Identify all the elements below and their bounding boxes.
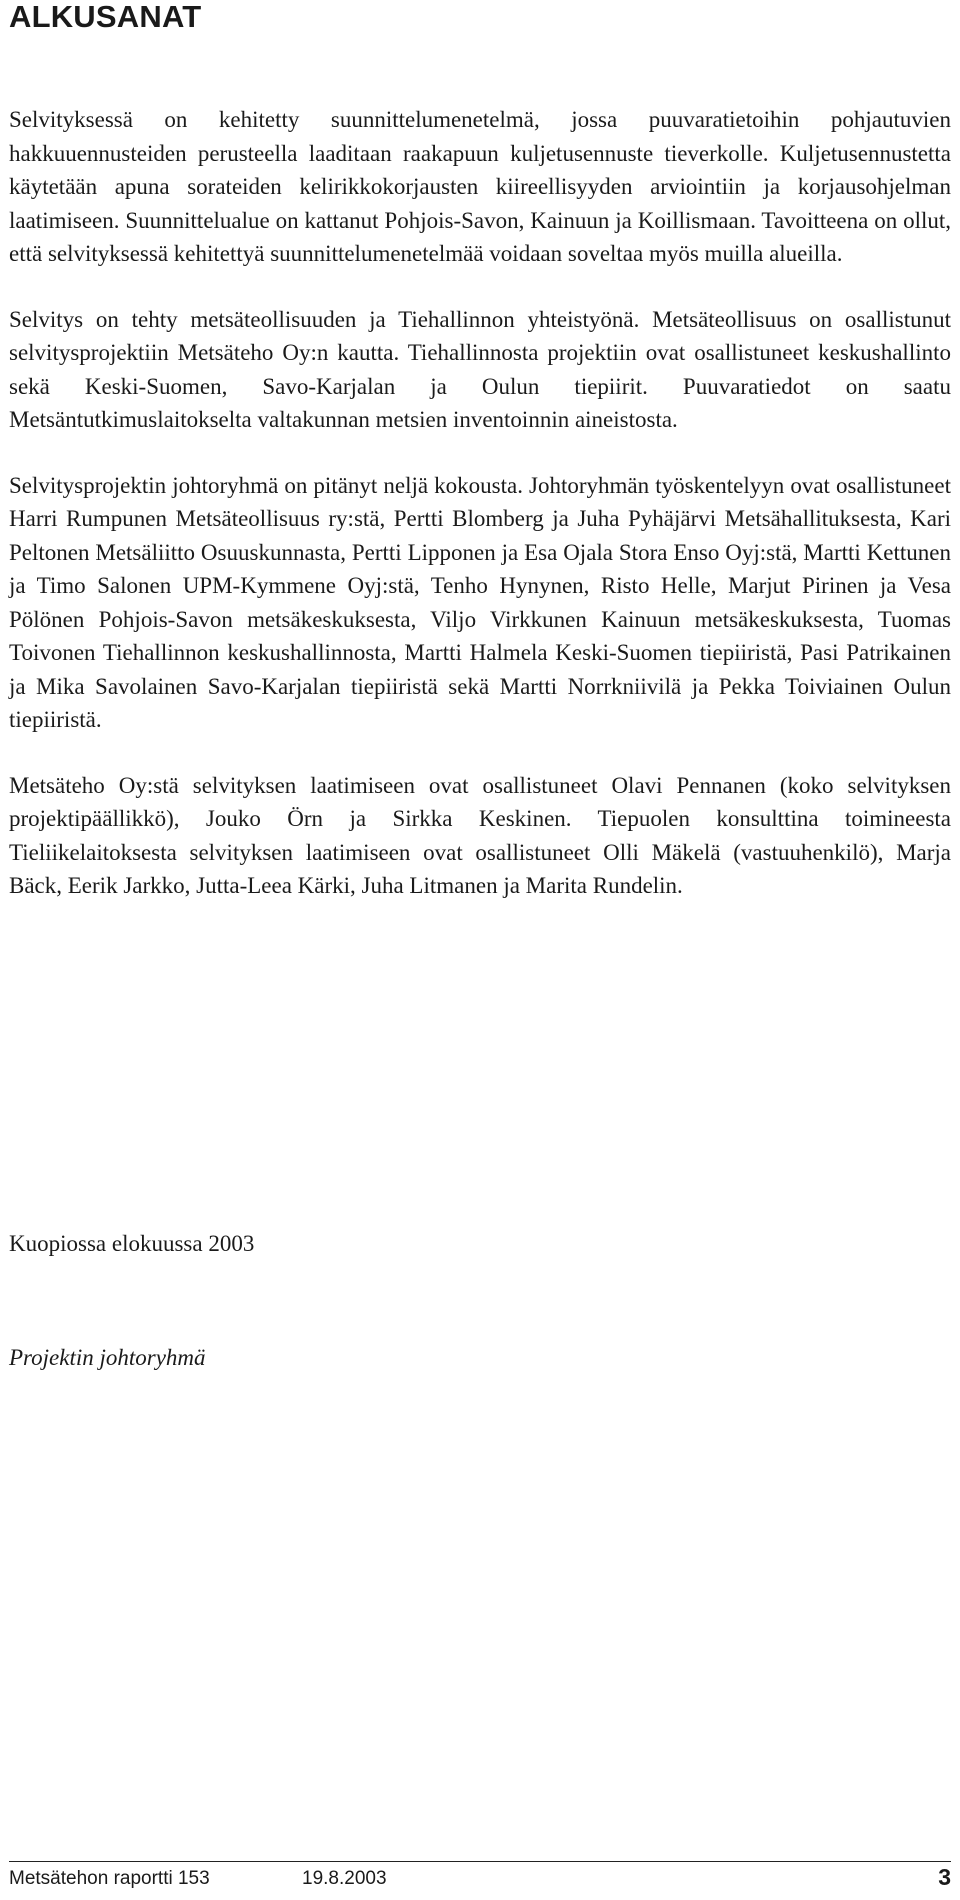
footer-date: 19.8.2003 xyxy=(302,1868,387,1889)
paragraph-cooperation: Selvitys on tehty metsäteollisuuden ja Tiehallinnon yhteistyönä. Metsäteollisuus on osallistunut selvitysprojektiin Metsäteho Oy:n kautta. Tiehallinnosta projektiin ovat osallistuneet keskushallinto sekä Keski-Suomen, Savo-Karjalan ja Oulun tiepiirit. Puuvaratiedot on saatu Metsäntutkimuslaitokselta valtakunnan metsien inventoinnin aineistosta. xyxy=(9,306,951,432)
paragraph-authors: Metsäteho Oy:stä selvityksen laatimiseen ovat osallistuneet Olavi Pennanen (koko selvityksen projektipäällikkö), Jouko Örn ja Sirkka Keskinen. Tiepuolen konsulttina toimineesta Tieliikelaitoksesta selvityksen laatimiseen ovat osallistuneet Olli Mäkelä (vastuuhenkilö), Marja Bäck, Eerik Jarkko, Jutta-Leea Kärki, Juha Litmanen ja Marita Rundelin. xyxy=(9,772,951,898)
footer-report-name: Metsätehon raportti 153 xyxy=(9,1868,210,1889)
page-number: 3 xyxy=(938,1864,951,1890)
paragraph-intro: Selvityksessä on kehitetty suunnittelumenetelmä, jossa puuvaratietoihin pohjautuvien hakkuuennusteiden perusteella laaditaan raakapuun kuljetusennuste tieverkolle. Kuljetusennustetta käytetään apuna sorateiden kelirikkokorjausten kiireellisyyden arviointiin ja korjausohjelman laatimiseen. Suunnittelualue on kattanut Pohjois-Savon, Kainuun ja Koillismaan. Tavoitteena on ollut, että selvityksessä kehitettyä suunnittelumenetelmää voidaan soveltaa myös muilla alueilla. xyxy=(9,107,951,266)
body-text xyxy=(9,103,951,903)
place-and-date: Kuopiossa elokuussa 2003 xyxy=(9,1231,255,1256)
page-footer xyxy=(9,1863,951,1893)
footer-divider xyxy=(9,1861,951,1862)
signature: Projektin johtoryhmä xyxy=(9,1345,206,1370)
page-title: ALKUSANAT xyxy=(9,0,202,34)
paragraph-steering-group: Selvitysprojektin johtoryhmä on pitänyt neljä kokousta. Johtoryhmän työskentelyyn ovat osallistuneet Harri Rumpunen Metsäteollisuus ry:stä, Pertti Blomberg ja Juha Pyhäjärvi Metsähallituksesta, Kari Peltonen Metsäliitto Osuuskunnasta, Pertti Lipponen ja Esa Ojala Stora Enso Oyj:stä, Martti Kettunen ja Timo Salonen UPM-Kymmene Oyj:stä, Tenho Hynynen, Risto Helle, Marjut Pirinen ja Vesa Pölönen Pohjois-Savon metsäkeskuksesta, Viljo Virkkunen Kainuun metsäkeskuksesta, Tuomas Toivonen Tiehallinnon keskushallinnosta, Martti Halmela Keski-Suomen tiepiiristä, Pasi Patrikainen ja Mika Savolainen Savo-Karjalan tiepiiristä sekä Martti Norrkniivilä ja Pekka Toiviainen Oulun tiepiiristä. xyxy=(9,472,951,732)
